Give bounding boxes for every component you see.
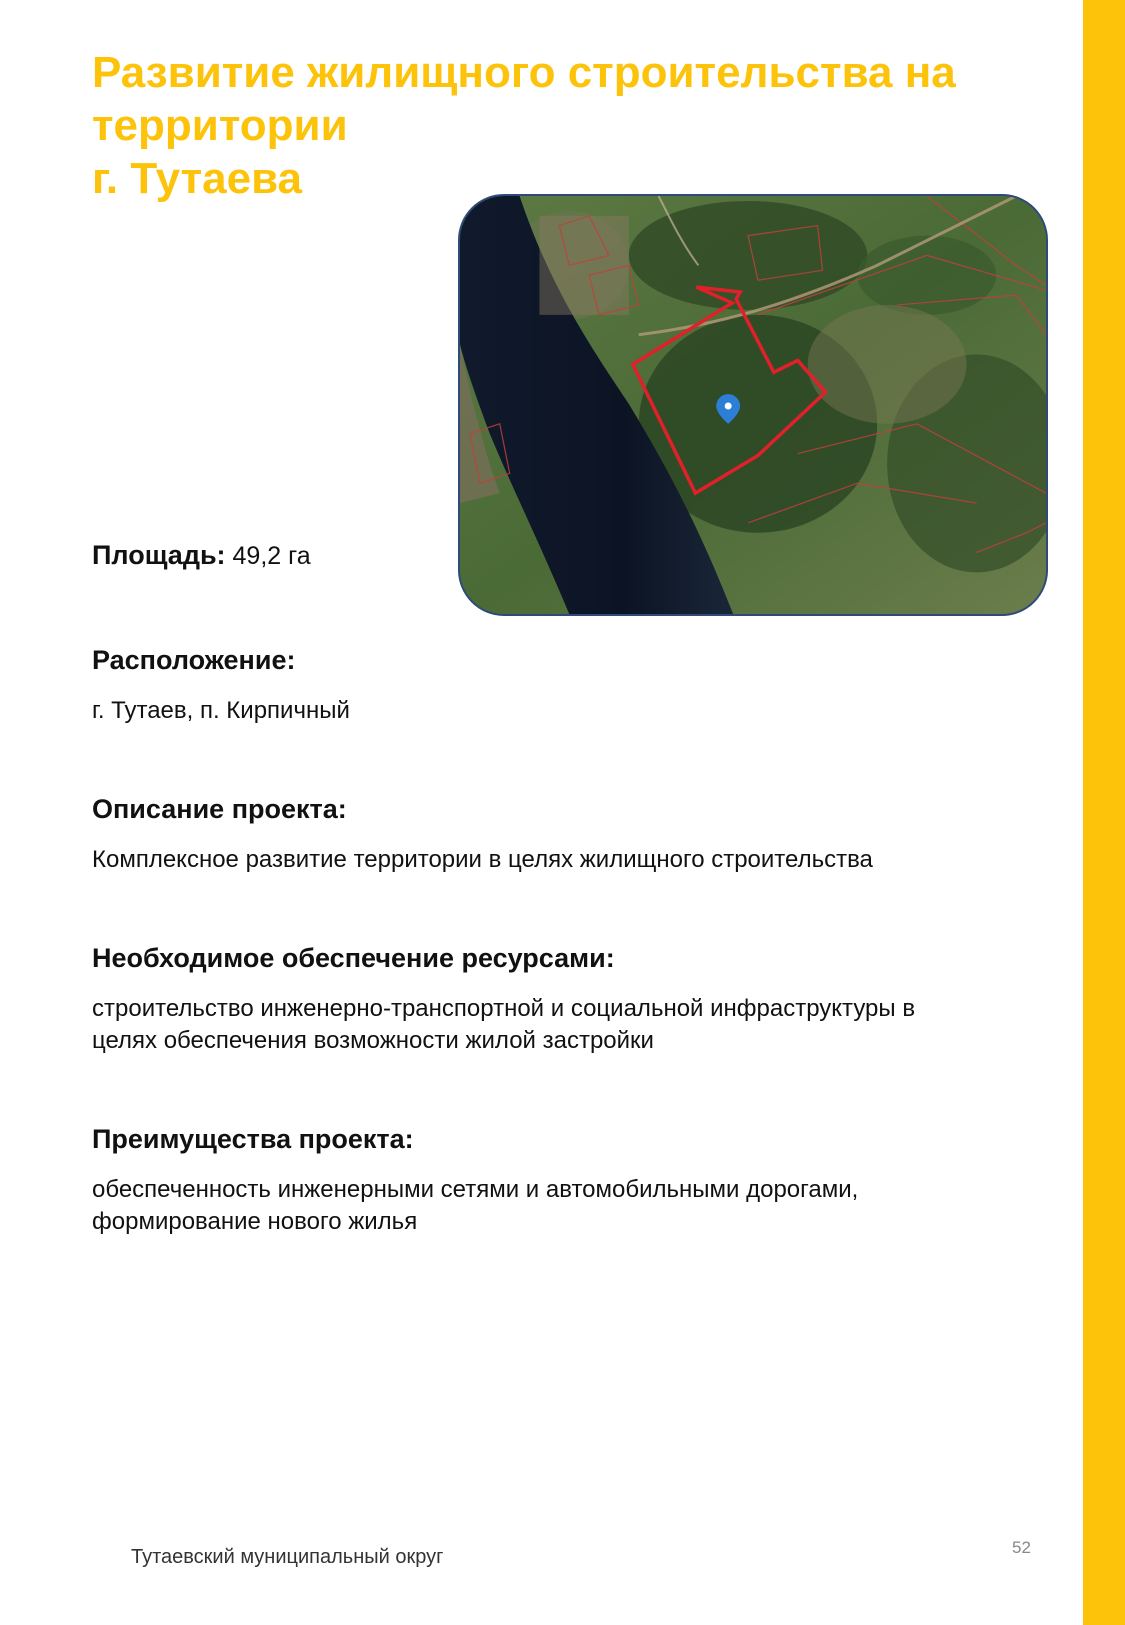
advantages-text-line-1: обеспеченность инженерными сетями и автомобильными дорогами, [92, 1176, 859, 1203]
location-heading: Расположение: [92, 645, 296, 675]
location-text [92, 695, 1032, 727]
resources-text [92, 993, 1032, 1057]
description-heading: Описание проекта: [92, 794, 347, 824]
resources-text-line-2: целях обеспечения возможности жилой застройки [92, 1027, 654, 1054]
accent-side-bar [1083, 0, 1125, 1625]
area-line [92, 540, 311, 571]
satellite-map-graphic [460, 196, 1046, 614]
description-text [92, 844, 1032, 876]
page-title-line-1: Развитие жилищного строительства на [92, 48, 956, 97]
description-text-line: Комплексное развитие территории в целях жилищного строительства [92, 846, 873, 873]
page-title-line-2: территории [92, 101, 348, 150]
advantages-text-line-2: формирование нового жилья [92, 1208, 418, 1235]
area-label: Площадь: [92, 540, 226, 570]
page-title [92, 46, 992, 205]
resources-heading: Необходимое обеспечение ресурсами: [92, 943, 615, 973]
footer-organization: Тутаевский муниципальный округ [131, 1546, 444, 1568]
advantages-text [92, 1174, 1032, 1238]
resources-text-line-1: строительство инженерно-транспортной и социальной инфраструктуры в [92, 995, 916, 1022]
area-value: 49,2 га [232, 542, 311, 570]
page-number: 52 [1012, 1538, 1031, 1557]
advantages-heading: Преимущества проекта: [92, 1124, 414, 1154]
page-title-line-3: г. Тутаева [92, 154, 303, 203]
location-text-line: г. Тутаев, п. Кирпичный [92, 697, 350, 724]
satellite-map-image [458, 194, 1048, 616]
